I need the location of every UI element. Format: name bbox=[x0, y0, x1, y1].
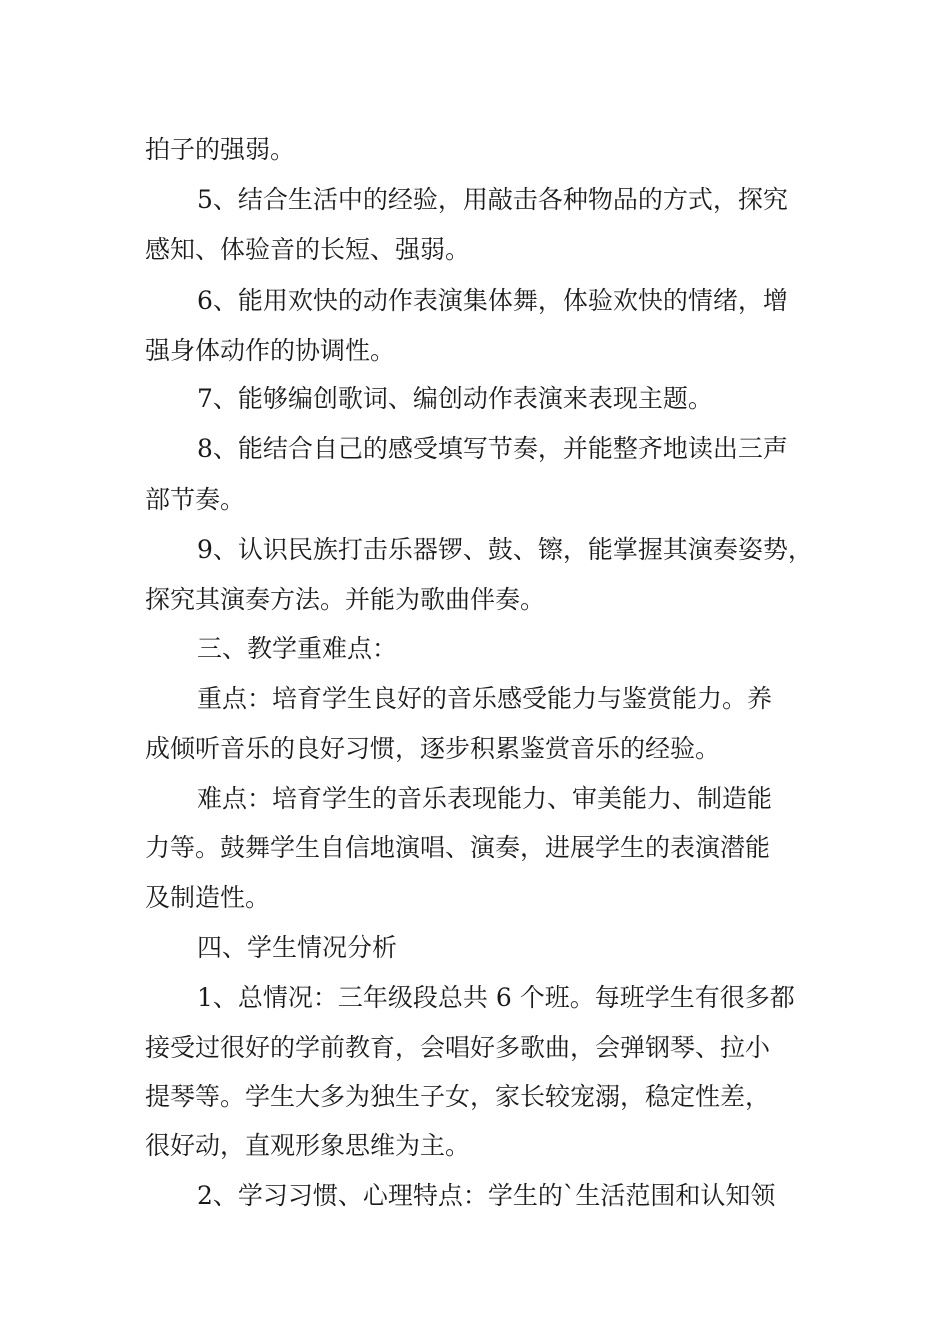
text-line: 5、结合生活中的经验，用敲击各种物品的方式，探究 bbox=[197, 185, 788, 214]
text-line: 成倾听音乐的良好习惯，逐步积累鉴赏音乐的经验。 bbox=[145, 734, 721, 763]
text-line: 拍子的强弱。 bbox=[145, 135, 296, 164]
text-line: 提琴等。学生大多为独生子女，家长较宠溺，稳定性差， bbox=[145, 1082, 771, 1111]
text-line: 很好动，直观形象思维为主。 bbox=[145, 1131, 471, 1160]
text-line: 6、能用欢快的动作表演集体舞，体验欢快的情绪，增 bbox=[197, 286, 788, 315]
section-heading: 三、教学重难点： bbox=[197, 634, 398, 663]
text-line: 7、能够编创歌词、编创动作表演来表现主题。 bbox=[197, 384, 713, 413]
text-line: 及制造性。 bbox=[145, 883, 271, 912]
text-line: 2、学习习惯、心理特点：学生的`生活范围和认知领 bbox=[197, 1181, 776, 1210]
text-line: 重点：培育学生良好的音乐感受能力与鉴赏能力。养 bbox=[197, 684, 773, 713]
text-line: 探究其演奏方法。并能为歌曲伴奏。 bbox=[145, 585, 546, 614]
text-line: 难点：培育学生的音乐表现能力、审美能力、制造能 bbox=[197, 784, 773, 813]
section-heading: 四、学生情况分析 bbox=[197, 933, 398, 962]
text-line: 强身体动作的协调性。 bbox=[145, 336, 396, 365]
text-line: 力等。鼓舞学生自信地演唱、演奏，进展学生的表演潜能 bbox=[145, 833, 771, 862]
text-line: 接受过很好的学前教育，会唱好多歌曲，会弹钢琴、拉小 bbox=[145, 1033, 771, 1062]
text-line: 感知、体验音的长短、强弱。 bbox=[145, 235, 471, 264]
text-line: 部节奏。 bbox=[145, 485, 246, 514]
text-line: 9、认识民族打击乐器锣、鼓、镲，能掌握其演奏姿势， bbox=[197, 535, 813, 564]
text-line: 8、能结合自己的感受填写节奏，并能整齐地读出三声 bbox=[197, 434, 788, 463]
text-line: 1、总情况：三年级段总共 6 个班。每班学生有很多都 bbox=[197, 983, 795, 1012]
